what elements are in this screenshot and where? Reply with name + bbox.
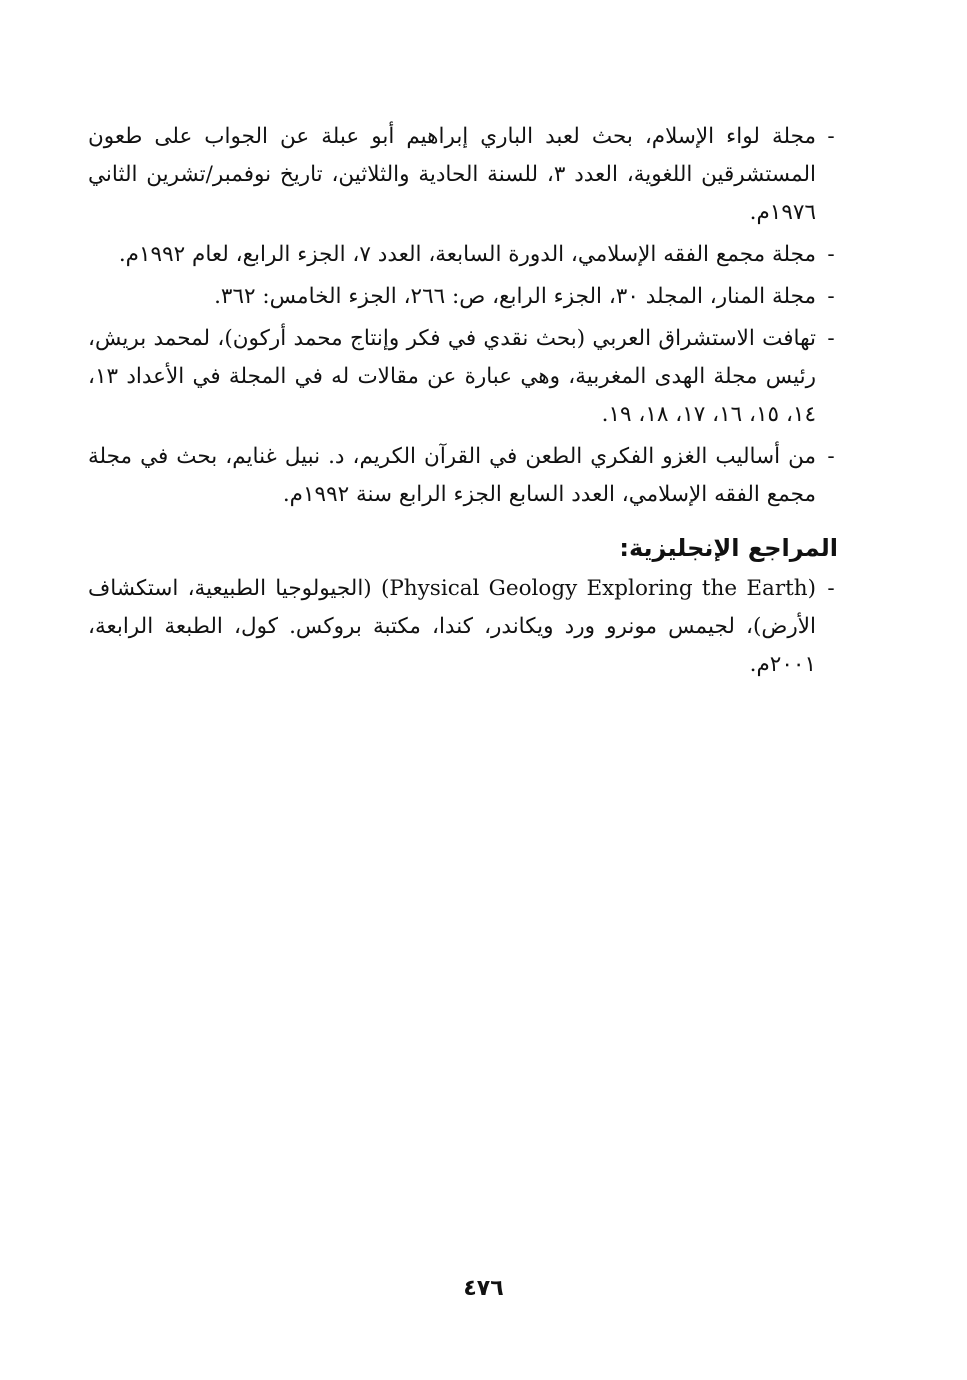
- page-number: ٤٧٦: [463, 1276, 504, 1301]
- reference-text: مجلة المنار، المجلد ٣٠، الجزء الرابع، ص: ٢٦٦، الجزء الخامس: ٣٦٢.: [214, 284, 816, 309]
- reference-entry: [88, 438, 838, 514]
- list-bullet: -: [827, 284, 835, 309]
- reference-entry: [88, 320, 838, 434]
- reference-text: تهافت الاستشراق العربي (بحث نقدي في فكر وإنتاج محمد أركون)، لمحمد بريش، رئيس مجلة الهدى المغربية، وهي عبارة عن مقالات له في المجلة في الأعداد ١٣، ١٤، ١٥، ١٦، ١٧، ١٨، ١٩.: [88, 326, 816, 427]
- section-heading: المراجع الإنجليزية:: [619, 534, 838, 562]
- reference-entry: [88, 278, 838, 316]
- reference-description: (الجيولوجيا الطبيعية، استكشاف الأرض)، لجيمس مونرو ورد ويكاندر، كندا، مكتبة بروكس. كول، الطبعة الرابعة، ٢٠٠١م.: [88, 576, 816, 677]
- list-bullet: -: [827, 124, 835, 149]
- reference-entry: [88, 118, 838, 232]
- list-bullet: -: [827, 576, 835, 601]
- references-page: [88, 118, 838, 688]
- english-title: (Physical Geology Exploring the Earth): [380, 576, 816, 601]
- reference-text: [88, 570, 816, 684]
- list-bullet: -: [827, 326, 835, 351]
- reference-text: مجلة لواء الإسلام، بحث لعبد الباري إبراهيم أبو عبلة عن الجواب على طعون المستشرقين اللغوية، العدد ٣، للسنة الحادية والثلاثين، تاريخ نوفمبر/تشرين الثاني ١٩٧٦م.: [88, 124, 816, 225]
- reference-text: مجلة مجمع الفقه الإسلامي، الدورة السابعة، العدد ٧، الجزء الرابع، لعام ١٩٩٢م.: [118, 242, 816, 267]
- reference-entry: [88, 236, 838, 274]
- list-bullet: -: [827, 444, 835, 469]
- reference-text: من أساليب الغزو الفكري الطعن في القرآن الكريم، د. نبيل غنايم، بحث في مجلة مجمع الفقه الإسلامي، العدد السابع الجزء الرابع سنة ١٩٩٢م.: [88, 444, 816, 507]
- reference-entry: [88, 570, 838, 684]
- list-bullet: -: [827, 242, 835, 267]
